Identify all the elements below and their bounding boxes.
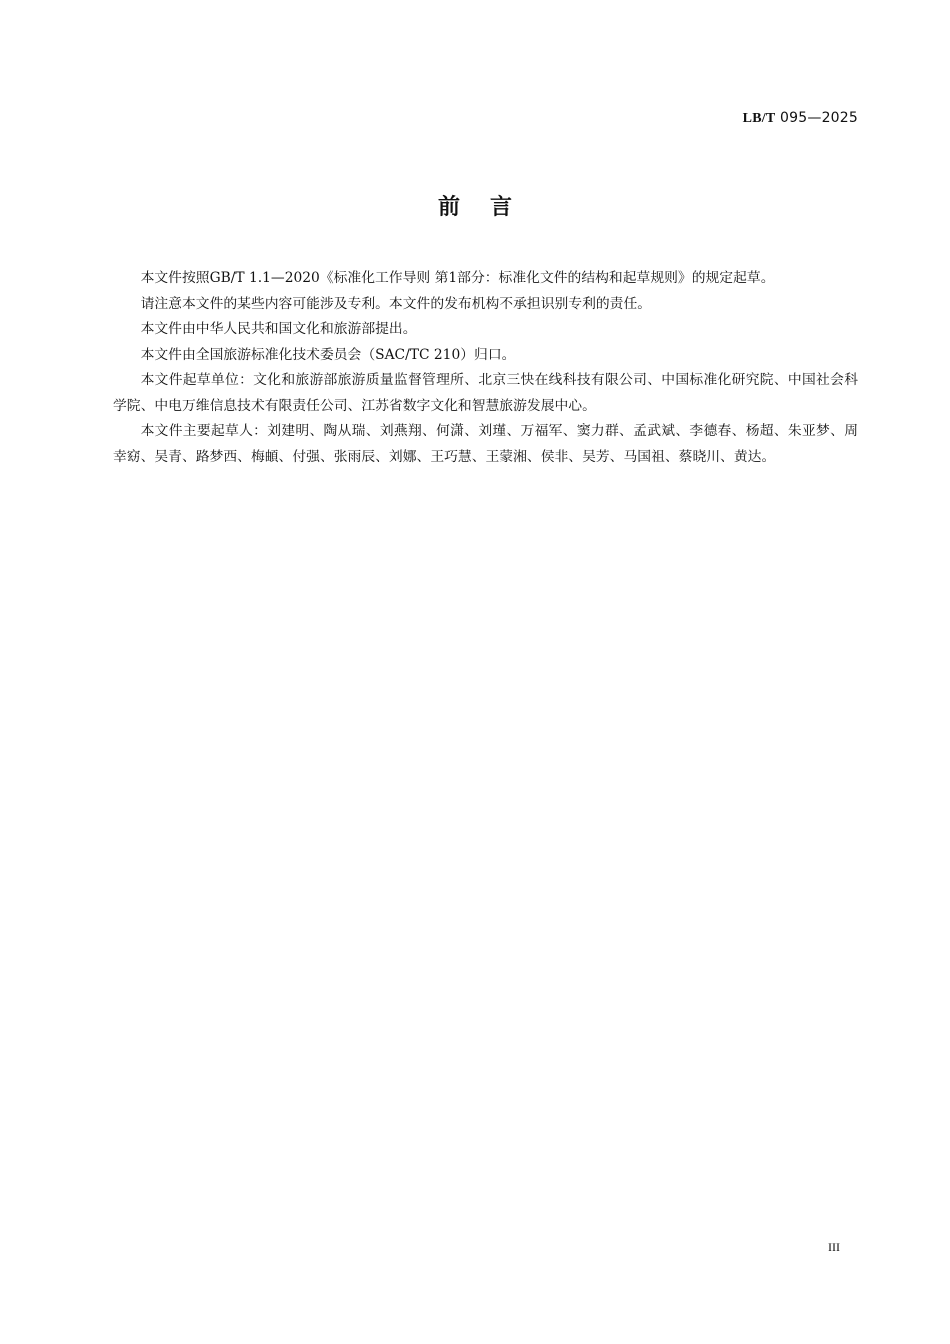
paragraph-drafting-rules: 本文件按照GB/T 1.1—2020《标准化工作导则 第1部分：标准化文件的结构和起草规则》的规定起草。 xyxy=(140,270,775,286)
paragraph-drafters: 本文件主要起草人：刘建明、陶从瑞、刘燕翔、何潇、刘瑾、万福军、窦力群、孟武斌、李德春、杨超、朱亚梦、周幸窈、吴青、路梦西、梅頔、付强、张雨辰、刘娜、王巧慧、王蒙湘、侯非、吴芳、马国祖、蔡晓川、黄达。 xyxy=(113,423,858,465)
paragraph-drafting-units: 本文件起草单位：文化和旅游部旅游质量监督管理所、北京三快在线科技有限公司、中国标准化研究院、中国社会科学院、中电万维信息技术有限责任公司、江苏省数字文化和智慧旅游发展中心。 xyxy=(113,372,858,414)
paragraph-patent-notice: 请注意本文件的某些内容可能涉及专利。本文件的发布机构不承担识别专利的责任。 xyxy=(140,295,652,312)
foreword-body xyxy=(113,266,858,470)
standard-code-number: 095—2025 xyxy=(780,110,858,126)
paragraph-technical-committee: 本文件由全国旅游标准化技术委员会（SAC/TC 210）归口。 xyxy=(140,346,516,363)
paragraph-proposer: 本文件由中华人民共和国文化和旅游部提出。 xyxy=(140,321,417,337)
standard-code xyxy=(743,110,858,127)
standard-code-prefix: LB/T xyxy=(742,111,776,126)
page-number: III xyxy=(828,1240,840,1254)
page-title: 前言 xyxy=(437,195,542,220)
